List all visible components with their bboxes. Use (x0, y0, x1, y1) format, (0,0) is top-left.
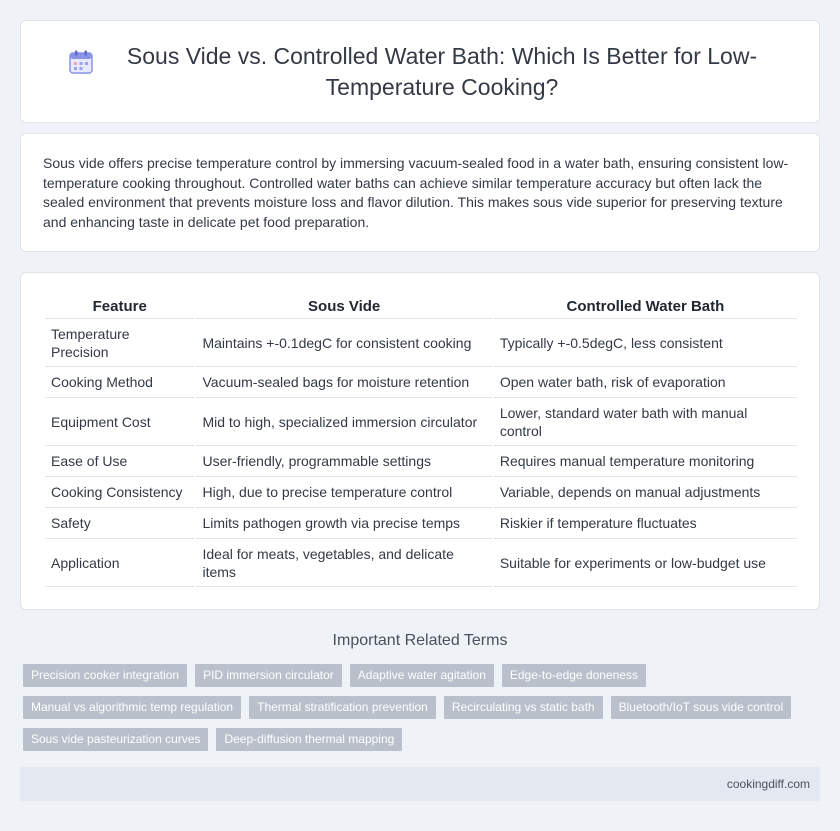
table-row (45, 367, 797, 398)
sous-vide-cell: Vacuum-sealed bags for moisture retention (196, 367, 491, 398)
title-card (20, 20, 820, 123)
table-row (45, 477, 797, 508)
feature-cell: Equipment Cost (45, 398, 194, 446)
related-term-tag[interactable]: Recirculating vs static bath (444, 696, 603, 719)
calendar-icon (68, 49, 94, 75)
header-feature: Feature (45, 293, 194, 319)
related-term-tag[interactable]: Manual vs algorithmic temp regulation (23, 696, 241, 719)
header-sous-vide: Sous Vide (196, 293, 491, 319)
sous-vide-cell: Maintains +-0.1degC for consistent cooking (196, 319, 491, 367)
related-term-tag[interactable]: Thermal stratification prevention (249, 696, 436, 719)
related-term-tag[interactable]: Deep-diffusion thermal mapping (216, 728, 402, 751)
related-term-tag[interactable]: Sous vide pasteurization curves (23, 728, 208, 751)
feature-cell: Cooking Method (45, 367, 194, 398)
related-term-tag[interactable]: Edge-to-edge doneness (502, 664, 646, 687)
feature-cell: Temperature Precision (45, 319, 194, 367)
water-bath-cell: Lower, standard water bath with manual control (494, 398, 797, 446)
table-row (45, 508, 797, 539)
table-row (45, 398, 797, 446)
sous-vide-cell: High, due to precise temperature control (196, 477, 491, 508)
sous-vide-cell: User-friendly, programmable settings (196, 446, 491, 477)
water-bath-cell: Suitable for experiments or low-budget use (494, 539, 797, 587)
footer (20, 767, 820, 801)
table-row (45, 539, 797, 587)
table-row (45, 446, 797, 477)
water-bath-cell: Open water bath, risk of evaporation (494, 367, 797, 398)
related-term-tag[interactable]: PID immersion circulator (195, 664, 342, 687)
related-term-tag[interactable]: Adaptive water agitation (350, 664, 494, 687)
related-term-tag[interactable]: Precision cooker integration (23, 664, 187, 687)
feature-cell: Ease of Use (45, 446, 194, 477)
related-terms-list (23, 664, 823, 751)
page-title: Sous Vide vs. Controlled Water Bath: Which Is Better for Low-Temperature Cooking? (126, 42, 758, 100)
sous-vide-cell: Mid to high, specialized immersion circulator (196, 398, 491, 446)
table-row (45, 319, 797, 367)
related-term-tag[interactable]: Bluetooth/IoT sous vide control (611, 696, 792, 719)
water-bath-cell: Riskier if temperature fluctuates (494, 508, 797, 539)
intro-paragraph: Sous vide offers precise temperature control by immersing vacuum-sealed food in a water bath, ensuring consistent low-temperature cooking throughout. Controlled water baths can achieve similar temperature accuracy but often lack the sealed environment that prevents moisture loss and flavor dilution. This makes sous vide superior for preserving texture and enhancing taste in delicate pet food preparation. (43, 155, 789, 230)
sous-vide-cell: Ideal for meats, vegetables, and delicate items (196, 539, 491, 587)
water-bath-cell: Requires manual temperature monitoring (494, 446, 797, 477)
intro-card (20, 133, 820, 252)
feature-cell: Cooking Consistency (45, 477, 194, 508)
related-terms-heading: Important Related Terms (332, 632, 508, 649)
footer-site-link[interactable]: cookingdiff.com (726, 777, 810, 791)
comparison-card (20, 272, 820, 610)
table-header-row (45, 293, 797, 319)
header-water-bath: Controlled Water Bath (494, 293, 797, 319)
title-wrap (38, 41, 802, 103)
feature-cell: Application (45, 539, 194, 587)
sous-vide-cell: Limits pathogen growth via precise temps (196, 508, 491, 539)
comparison-table (43, 293, 799, 587)
feature-cell: Safety (45, 508, 194, 539)
water-bath-cell: Variable, depends on manual adjustments (494, 477, 797, 508)
water-bath-cell: Typically +-0.5degC, less consistent (494, 319, 797, 367)
